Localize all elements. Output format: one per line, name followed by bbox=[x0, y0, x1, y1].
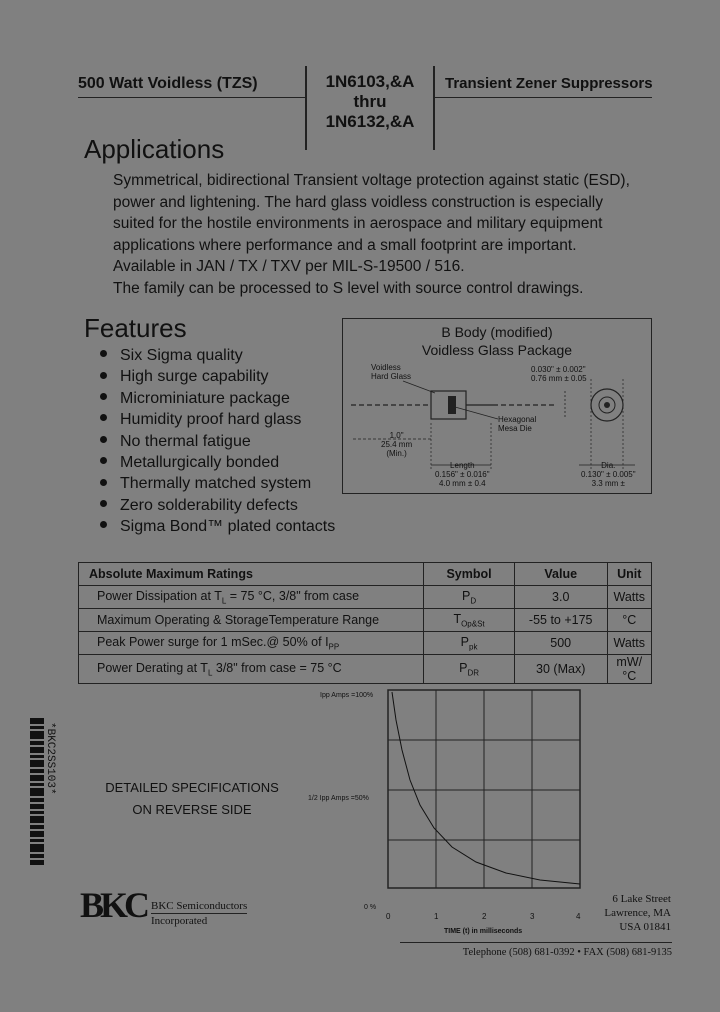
table-header: Unit bbox=[607, 563, 651, 586]
package-drawing-box bbox=[342, 318, 652, 494]
bullet-icon bbox=[100, 436, 107, 443]
package-title: B Body (modified) Voidless Glass Package bbox=[421, 324, 573, 358]
rating-symbol: $T_{Op\&St}$ bbox=[424, 609, 515, 632]
company-name: BKC Semiconductors Incorporated bbox=[151, 900, 248, 927]
applications-line: power and lightening. The hard glass voidless construction is especially bbox=[113, 193, 603, 211]
table-row bbox=[79, 609, 652, 632]
part-thru: thru bbox=[353, 92, 387, 111]
rating-value: 500 bbox=[514, 632, 607, 655]
bullet-icon bbox=[100, 393, 107, 400]
applications-line: suited for the hostile environments in aerospace and military equipment bbox=[113, 215, 603, 232]
applications-title: Applications bbox=[84, 134, 225, 164]
feature-item: Microminiature package bbox=[100, 388, 335, 409]
voidless-glass-label: Voidless Hard Glass bbox=[371, 363, 412, 381]
side-barcode bbox=[30, 718, 44, 867]
detailed-specs-note: DETAILED SPECIFICATIONS ON REVERSE SIDE bbox=[105, 780, 279, 817]
rating-unit: °C bbox=[607, 609, 651, 632]
part-from: 1N6103,&A bbox=[325, 72, 415, 91]
label-ipp-100: Ipp Amps =100% bbox=[320, 692, 374, 699]
x-axis-label: TIME (t) in milliseconds bbox=[444, 928, 523, 935]
rating-parameter: Power Derating at $T_L$ 3/8" from case = 75 °C bbox=[79, 655, 424, 684]
rating-symbol: $P_{DR}$ bbox=[424, 655, 515, 684]
applications-line: The family can be processed to S level with source control drawings. bbox=[113, 279, 584, 297]
hexagonal-die-label: Hexagonal Mesa Die bbox=[498, 415, 537, 433]
rating-value: -55 to +175 bbox=[514, 609, 607, 632]
rating-unit: mW/°C bbox=[607, 655, 651, 684]
label-ipp-50: 1/2 Ipp Amps =50% bbox=[308, 795, 369, 802]
table-row bbox=[79, 586, 652, 609]
rating-symbol: $P_D$ bbox=[424, 586, 515, 609]
bullet-icon bbox=[100, 372, 107, 379]
table-header: Symbol bbox=[424, 563, 515, 586]
side-barcode-text: *BKC2SS103* bbox=[44, 722, 56, 795]
rating-value: 30 (Max) bbox=[514, 655, 607, 684]
x-tick: 3 bbox=[530, 912, 535, 921]
table-header: Absolute Maximum Ratings bbox=[79, 563, 424, 586]
pulse-waveform-graph bbox=[308, 680, 590, 940]
x-tick: 4 bbox=[576, 912, 581, 921]
x-tick: 0 bbox=[386, 912, 391, 921]
feature-item: High surge capability bbox=[100, 366, 335, 387]
bkc-logo: BKC bbox=[80, 885, 147, 925]
x-tick: 2 bbox=[482, 912, 487, 921]
contact-line: Telephone (508) 681-0392 • FAX (508) 681-9135 bbox=[462, 947, 672, 958]
company-address: 6 Lake Street Lawrence, MA USA 01841 bbox=[604, 893, 671, 933]
bullet-icon bbox=[100, 414, 107, 421]
feature-item: Sigma Bond™ plated contacts bbox=[100, 516, 335, 537]
rating-parameter: Peak Power surge for 1 mSec.@ 50% of $I_{PP}$ bbox=[79, 632, 424, 655]
applications-body bbox=[113, 170, 673, 299]
rating-parameter: Power Dissipation at $T_L = 75$ °C, 3/8" from case bbox=[79, 586, 424, 609]
feature-item: Six Sigma quality bbox=[100, 345, 335, 366]
absolute-maximum-ratings-table bbox=[78, 562, 652, 684]
features-title: Features bbox=[84, 313, 187, 343]
rating-parameter: Maximum Operating & StorageTemperature Range bbox=[79, 609, 424, 632]
bullet-icon bbox=[100, 479, 107, 486]
header-left-title: 500 Watt Voidless (TZS) bbox=[78, 75, 258, 92]
table-header-row bbox=[79, 563, 652, 586]
part-to: 1N6132,&A bbox=[325, 112, 415, 131]
rating-unit: Watts bbox=[607, 586, 651, 609]
feature-item: Zero solderability defects bbox=[100, 495, 335, 516]
decay-curve bbox=[392, 692, 580, 884]
header-right-title: Transient Zener Suppressors bbox=[445, 75, 653, 92]
feature-item: Metallurgically bonded bbox=[100, 452, 335, 473]
table-row bbox=[79, 632, 652, 655]
bullet-icon bbox=[100, 500, 107, 507]
bullet-icon bbox=[100, 521, 107, 528]
label-zero: 0 % bbox=[364, 904, 377, 911]
rating-value: 3.0 bbox=[514, 586, 607, 609]
applications-line: applications where performance and a small footprint are important. bbox=[113, 236, 577, 254]
features-list bbox=[100, 345, 335, 538]
rating-symbol: $P_{pk}$ bbox=[424, 632, 515, 655]
rating-unit: Watts bbox=[607, 632, 651, 655]
feature-item: No thermal fatigue bbox=[100, 431, 335, 452]
bullet-icon bbox=[100, 350, 107, 357]
lead-diameter-label: 0.030" ± 0.002" 0.76 mm ± 0.05 bbox=[531, 365, 587, 383]
bullet-icon bbox=[100, 457, 107, 464]
feature-item: Humidity proof hard glass bbox=[100, 409, 335, 430]
feature-item: Thermally matched system bbox=[100, 473, 335, 494]
body-length-label: Length 0.156" ± 0.016" 4.0 mm ± 0.4 bbox=[435, 461, 490, 488]
lead-length-label: 1.0" 25.4 mm (Min.) bbox=[381, 431, 413, 458]
header-part-range bbox=[305, 66, 435, 150]
table-header: Value bbox=[514, 563, 607, 586]
footer-divider bbox=[400, 942, 672, 943]
applications-line: Available in JAN / TX / TXV per MIL-S-19500 / 516. bbox=[113, 258, 465, 275]
x-tick: 1 bbox=[434, 912, 439, 921]
applications-line: Symmetrical, bidirectional Transient voltage protection against static (ESD), bbox=[113, 172, 630, 189]
body-diameter-label: Dia. 0.130" ± 0.005" 3.3 mm ± bbox=[581, 461, 636, 488]
